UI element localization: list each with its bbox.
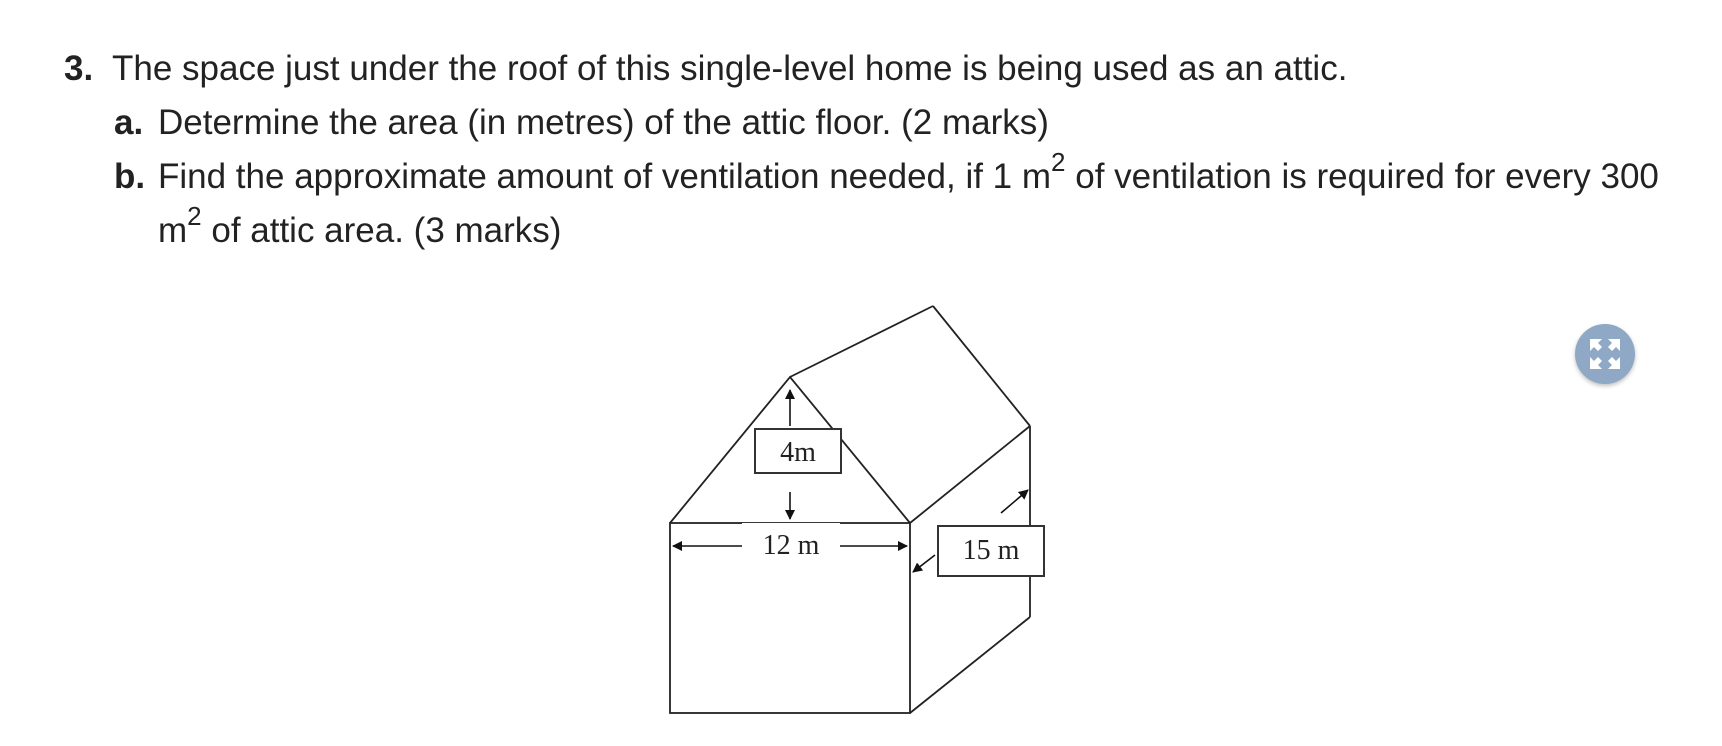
roof-back-slope: [933, 306, 1030, 426]
front-gable: [670, 377, 910, 523]
question-stem: [64, 42, 1664, 96]
part-a-text: Determine the area (in metres) of the attic floor. (2 marks): [158, 103, 1049, 142]
height-label: 4m: [754, 428, 842, 474]
part-b-text-2: of ventilation is required for every 300 m: [158, 157, 1659, 250]
side-bottom-edge: [910, 617, 1030, 713]
part-b-superscript-2: 2: [187, 201, 202, 232]
front-wall: [670, 523, 910, 713]
part-b-text-3: of attic area. (3 marks): [201, 211, 562, 250]
question-number: 3.: [64, 49, 94, 88]
question-block: [64, 42, 1664, 258]
expand-icon: [1588, 337, 1622, 371]
width-label: 12 m: [742, 523, 840, 569]
part-a: [114, 96, 1664, 150]
depth-arrow-down: [913, 555, 935, 572]
expand-button[interactable]: [1575, 324, 1635, 384]
question-text: The space just under the roof of this single-level home is being used as an attic.: [112, 49, 1348, 88]
depth-label: 15 m: [937, 525, 1045, 577]
part-a-letter: a.: [114, 103, 144, 142]
roof-ridge: [790, 306, 933, 377]
roof-eave: [910, 426, 1030, 523]
part-b-text-1: Find the approximate amount of ventilation needed, if 1 m: [158, 157, 1052, 196]
part-b: [114, 147, 1664, 258]
part-b-letter: b.: [114, 157, 146, 196]
part-b-superscript-1: 2: [1051, 147, 1066, 178]
depth-arrow-up: [1001, 490, 1028, 513]
part-b-text: [158, 147, 1664, 258]
